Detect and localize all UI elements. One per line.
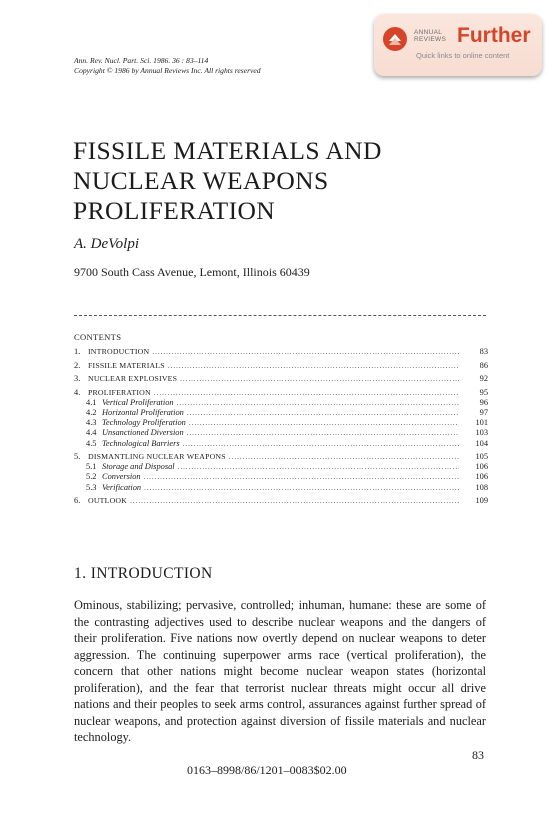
section-heading: 1. INTRODUCTION (74, 565, 213, 582)
wordmark-reviews: REVIEWS (414, 36, 447, 43)
wordmark-annual: ANNUAL (414, 29, 443, 36)
toc-entry-label: INTRODUCTION (88, 347, 150, 356)
toc-leader-dots (144, 483, 459, 493)
further-tagline: Quick links to online content (416, 51, 510, 60)
toc-entry (74, 496, 488, 506)
toc-entry-number: 4. (74, 388, 81, 398)
toc-subentry (74, 428, 488, 438)
table-of-contents (74, 347, 488, 506)
toc-entry-number: 5. (74, 452, 81, 462)
title-line: PROLIFERATION (73, 196, 276, 225)
body-paragraph: Ominous, stabilizing; pervasive, controlled; inhuman, humane: these are some of the contrasting adjectives used to describe nuclear weapons and the dangers of their proliferation. Five nations now overtly depend on nuclear weapons to deter aggression. The continuing superpower arms race (vertical proliferation), the concern that other nations might become nuclear weapon states (horizontal proliferation), and the fear that terrorist nuclear threats might occur all drive nations and their peoples to seek arms control, assurances against further spread of nuclear weapons, and protection against diversion of fissile materials and nuclear technology. (74, 598, 486, 744)
toc-entry-number: 3. (74, 374, 81, 384)
toc-subentry (74, 408, 488, 418)
toc-entry-label: Technology Proliferation (102, 418, 186, 428)
toc-entry-page: 103 (475, 428, 488, 438)
annual-reviews-logo-icon (382, 26, 408, 52)
author-address: 9700 South Cass Avenue, Lemont, Illinois 60439 (74, 265, 310, 279)
toc-entry-label: FISSILE MATERIALS (88, 360, 165, 370)
toc-entry (74, 388, 488, 398)
journal-copyright: Copyright © 1986 by Annual Reviews Inc. All rights reserved (74, 66, 261, 75)
title-line: NUCLEAR WEAPONS (73, 166, 329, 195)
toc-entry-page: 106 (475, 472, 488, 482)
contents-heading: CONTENTS (74, 332, 122, 342)
toc-entry-page: 97 (479, 408, 488, 418)
footer-code: 0163–8998/86/1201–0083$02.00 (187, 763, 347, 777)
toc-entry (74, 374, 488, 384)
toc-leader-dots (183, 439, 459, 449)
toc-entry-page: 101 (475, 418, 488, 428)
toc-entry (74, 452, 488, 462)
toc-entry-number: 4.1 (86, 398, 97, 408)
title-line: FISSILE MATERIALS AND (73, 136, 382, 165)
toc-leader-dots (130, 496, 459, 506)
divider-rule (74, 315, 486, 316)
toc-entry-label: NUCLEAR EXPLOSIVES (88, 374, 178, 384)
toc-subentry (74, 398, 488, 408)
toc-entry-page: 83 (479, 347, 488, 356)
toc-entry-page: 106 (475, 462, 488, 472)
toc-entry-number: 4.5 (86, 438, 97, 448)
toc-entry-number: 5.1 (86, 462, 97, 472)
toc-subentry (74, 483, 488, 493)
further-banner-link[interactable] (374, 14, 542, 76)
toc-leader-dots (152, 347, 459, 357)
toc-entry-number: 6. (74, 496, 81, 506)
toc-leader-dots (154, 388, 459, 398)
toc-leader-dots (189, 418, 459, 428)
toc-entry-label: Technological Barriers (102, 438, 180, 448)
toc-entry-page: 105 (475, 452, 488, 462)
toc-entry-page: 108 (475, 482, 488, 492)
annual-reviews-wordmark (414, 29, 446, 43)
toc-entry-number: 4.2 (86, 408, 97, 418)
toc-entry-number: 5.2 (86, 472, 97, 482)
toc-entry-label: OUTLOOK (88, 496, 128, 506)
toc-entry-page: 92 (479, 374, 488, 384)
toc-entry-label: Conversion (102, 472, 141, 482)
toc-leader-dots (187, 428, 459, 438)
journal-citation: Ann. Rev. Nucl. Part. Sci. 1986. 36 : 83–114 (74, 56, 209, 65)
toc-subentry (74, 418, 488, 428)
toc-entry-label: PROLIFERATION (88, 388, 151, 398)
toc-entry (74, 361, 488, 371)
toc-leader-dots (168, 361, 459, 371)
toc-entry-label: Vertical Proliferation (102, 398, 174, 408)
toc-entry-number: 1. (74, 347, 81, 356)
toc-entry-page: 109 (475, 496, 488, 506)
toc-entry-label: DISMANTLING NUCLEAR WEAPONS (88, 452, 226, 462)
journal-citation-block (74, 56, 261, 76)
article-title (73, 136, 382, 226)
toc-entry-label: Storage and Disposal (102, 462, 175, 472)
toc-entry-number: 4.4 (86, 428, 97, 438)
page-number: 83 (472, 748, 484, 762)
toc-entry-page: 104 (475, 438, 488, 448)
toc-entry-page: 96 (479, 398, 488, 408)
toc-leader-dots (177, 398, 459, 408)
toc-entry-number: 2. (74, 360, 81, 370)
toc-subentry (74, 439, 488, 449)
author-name: A. DeVolpi (74, 236, 139, 252)
toc-leader-dots (187, 408, 459, 418)
toc-entry-label: Unsanctioned Diversion (102, 428, 184, 438)
toc-subentry (74, 462, 488, 472)
toc-entry-number: 4.3 (86, 418, 97, 428)
further-label: Further (457, 24, 531, 47)
toc-entry-label: Verification (102, 482, 142, 492)
toc-entry-page: 95 (479, 388, 488, 398)
toc-leader-dots (229, 452, 459, 462)
toc-entry-label: Horizontal Proliferation (102, 408, 184, 418)
toc-entry-page: 86 (479, 360, 488, 370)
toc-entry (74, 347, 488, 357)
toc-leader-dots (178, 462, 459, 472)
toc-entry-number: 5.3 (86, 482, 97, 492)
toc-leader-dots (180, 374, 459, 384)
toc-subentry (74, 472, 488, 482)
toc-leader-dots (144, 472, 459, 482)
